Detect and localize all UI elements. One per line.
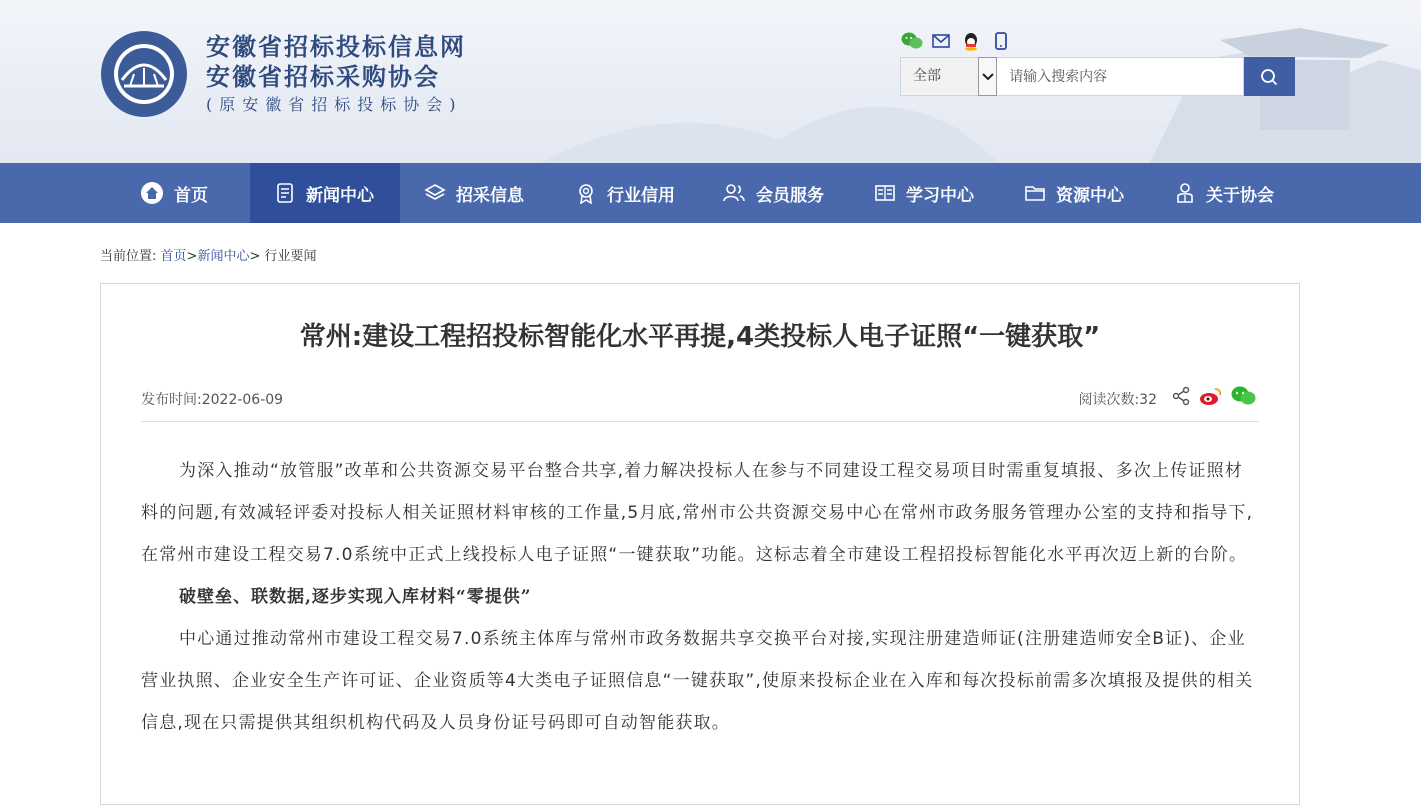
nav-label-resources: 资源中心 (1056, 185, 1124, 206)
person-icon (1174, 182, 1196, 204)
nav-label-members: 会员服务 (756, 185, 824, 206)
organization-name (206, 32, 466, 118)
article-paragraph: 为深入推动“放管服”改革和公共资源交易平台整合共享,着力解决投标人在参与不同建设工程交易项目时需重复填报、多次上传证照材料的问题,有效减轻评委对投标人相关证照材料审核的工作量,5月底,常州市公共资源交易中心在常州市政务服务管理办公室的支持和指导下,在常州市建设工程交易7.0系统中正式上线投标人电子证照“一键获取”功能。这标志着全市建设工程招投标智能化水平再次迈上新的台阶。 (141, 461, 1254, 565)
wechat-share-icon[interactable] (1231, 385, 1257, 407)
article-title: 常州:建设工程招投标智能化水平再提,4类投标人电子证照“一键获取” (299, 322, 1101, 352)
org-name-line1: 安徽省招标投标信息网 (206, 32, 466, 61)
org-name-line2: 安徽省招标采购协会 (206, 62, 440, 91)
article-meta (141, 389, 1259, 422)
article-subheading: 破壁垒、联数据,逐步实现入库材料“零提供” (179, 587, 532, 607)
association-logo[interactable] (100, 30, 188, 118)
nav-item-learning[interactable] (874, 163, 974, 223)
nav-label-procurement: 招采信息 (456, 185, 524, 206)
nav-item-home[interactable] (140, 163, 208, 223)
breadcrumb-section-link[interactable]: 新闻中心 (197, 249, 250, 264)
article-body (141, 450, 1261, 744)
article-paragraph: 中心通过推动常州市建设工程交易7.0系统主体库与常州市政务数据共享交换平台对接,实现注册建造师证(注册建造师安全B证)、企业营业执照、企业安全生产许可证、企业资质等4大类电子证照信息“一键获取”,使原来投标企业在入库和每次投标前需多次填报及提供的相关信息,现在只需提供其组织机构代码及人员身份证号码即可自动智能获取。 (141, 629, 1254, 733)
home-icon (140, 181, 164, 205)
org-name-line3: (原安徽省招标投标协会) (206, 95, 463, 114)
book-icon (874, 182, 896, 204)
mobile-icon[interactable] (991, 31, 1011, 51)
nav-item-credit[interactable] (575, 163, 675, 223)
publish-label: 发布时间: (141, 392, 202, 408)
social-links (901, 31, 1011, 51)
nav-label-learning: 学习中心 (906, 185, 974, 206)
nav-label-news: 新闻中心 (306, 185, 374, 206)
reads-label: 阅读次数: (1078, 392, 1140, 408)
nav-item-resources[interactable] (1024, 163, 1124, 223)
breadcrumb-separator: > (186, 249, 198, 264)
search-input[interactable] (997, 57, 1243, 96)
nav-item-members[interactable] (722, 163, 824, 223)
nav-label-about: 关于协会 (1206, 185, 1274, 206)
share-buttons (1171, 385, 1257, 407)
nav-item-news[interactable] (250, 163, 400, 223)
main-navigation (0, 163, 1421, 223)
search-scope-dropdown[interactable] (978, 57, 997, 96)
search-bar (900, 57, 1295, 96)
breadcrumb-prefix: 当前位置: (100, 249, 157, 264)
publish-info (141, 389, 283, 409)
qq-icon[interactable] (961, 31, 981, 51)
nav-label-credit: 行业信用 (607, 185, 675, 206)
folder-icon (1024, 182, 1046, 204)
reads-count: 32 (1139, 392, 1157, 408)
share-icon[interactable] (1171, 386, 1191, 406)
article-container (100, 283, 1300, 805)
weibo-icon[interactable] (1199, 385, 1223, 407)
wechat-icon[interactable] (901, 31, 921, 51)
breadcrumb-home-link[interactable]: 首页 (160, 249, 187, 264)
news-icon (274, 182, 296, 204)
site-header (0, 0, 1421, 163)
breadcrumb-current: > 行业要闻 (249, 249, 317, 264)
publish-date: 2022-06-09 (201, 392, 284, 408)
layers-icon (424, 182, 446, 204)
search-icon (1260, 68, 1278, 86)
badge-icon (575, 182, 597, 204)
users-icon (722, 182, 746, 204)
nav-item-about[interactable] (1174, 163, 1274, 223)
search-button[interactable] (1244, 57, 1295, 96)
chevron-down-icon (982, 73, 994, 81)
read-count-info (1078, 389, 1157, 409)
breadcrumb (100, 245, 317, 264)
nav-label-home: 首页 (174, 185, 208, 206)
mail-icon[interactable] (931, 31, 951, 51)
nav-item-procurement[interactable] (424, 163, 524, 223)
search-scope-select[interactable]: 全部 (900, 57, 978, 96)
